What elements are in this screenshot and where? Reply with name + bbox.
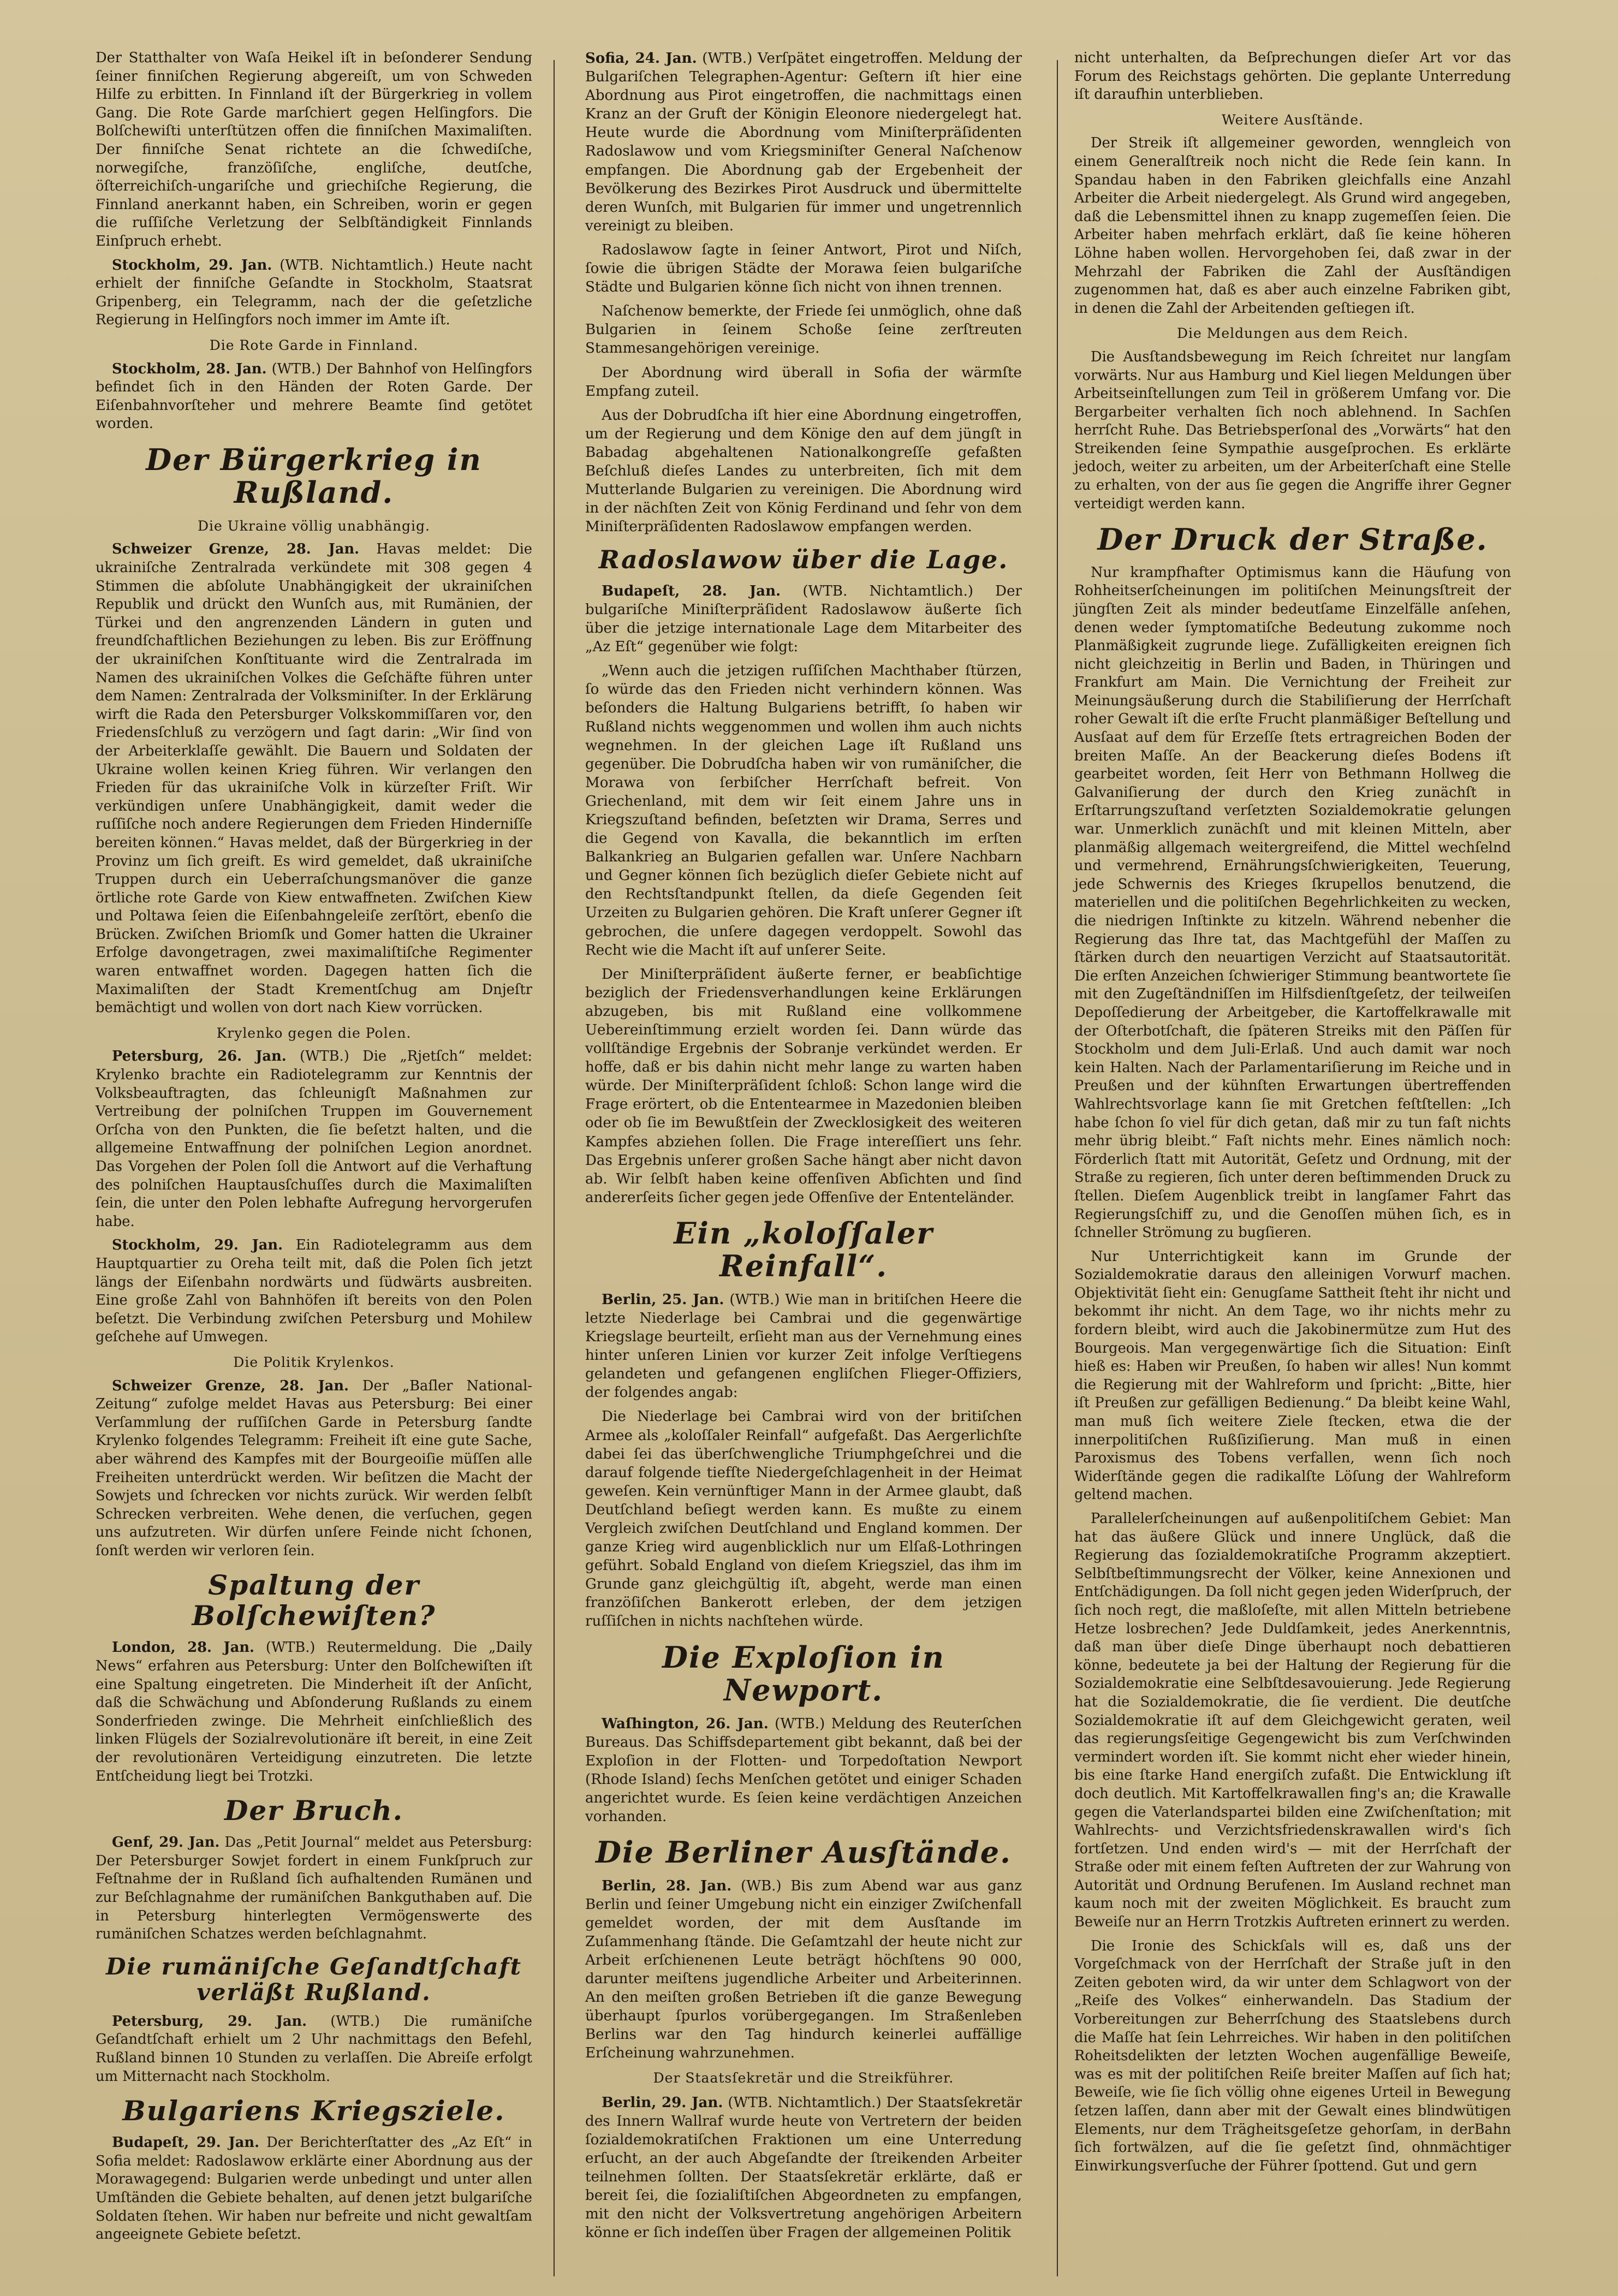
article-paragraph: Der Abordnung wird überall in Sofia der wärmſte Empfang zuteil. <box>585 364 1022 400</box>
dateline: Stockholm, 29. Jan. <box>112 1237 283 1254</box>
headline: Die rumäniſche Geſandtſchaft verläßt Rußland. <box>105 1953 522 2006</box>
article-paragraph: Parallelerſcheinungen auf außenpolitiſchem Gebiet: Man hat das äußere Glück und innere Unglück, daß die Regierung das ſozialdemokratiſche Programm akzeptiert. Selbſtbeſtimmungsrecht der Völker, keine Annexionen und Entſchädigungen. Da ſoll nicht gegen jeden Widerſpruch, der ſich noch regt, die maßloſeſte, mit allen Mitteln betriebene Hetze losbrechen? Jede Duldſamkeit, jedes Anerkenntnis, daß man über dieſe Dinge überhaupt noch debattieren könne, bedeutete ja bei der Haltung der Regierung für die Sozialdemokratie eine Selbſtdesavouierung. Jede Regierung hat die Sozialdemokratie, die ſie verdient. Die deutſche Sozialdemokratie iſt auf dem Gleichgewicht geraten, weil das regierungsſeitige Gegengewicht bis zum Verſchwinden vermindert worden iſt. Sie kommt nicht eher wieder hinein, bis eine ſtarke Hand energiſch zufaßt. Die Entwicklung iſt doch deutlich. Mit Kartoffelkrawallen fing's an; die Krawalle gegen die Vaterlandspartei bilden eine Zwiſchenſtation; mit Wahlrechts- und Verzichtsfriedenskrawallen wird's ſich fortſetzen. Und enden wird's — mit der Herrſchaft der Straße oder mit einem feſten Auftreten der zur Wahrung von Autorität und Ordnung Berufenen. Im Ausland rechnet man kaum noch mit der zweiten Möglichkeit. Es braucht zum Beweiſe nur an Herrn Trotzkis Auftreten erinnert zu werden. <box>1074 1510 1511 1931</box>
article-paragraph: Die Ironie des Schickſals will es, daß uns der Vorgeſchmack von der Herrſchaft der Straße juſt in den Zeiten geboten wird, da wir unter dem Schlagwort von der „Reiſe des Volkes“ einherwandeln. Das Stadium der Vorbereitungen zur Beherrſchung des Staatslebens durch die Maſſe hat ſein Lehrreiches. Wir haben in den politiſchen Roheitsdelikten der letzten Wochen augenfällige Beweiſe, was es mit der politiſchen Reiſe breiter Maſſen auf ſich hat; Beweiſe, wie ſie ſich völlig ohne eigenes Urteil in Bewegung ſetzen laſſen, dann aber mit der Gewalt eines blindwütigen Elements, nur dem Trägheitsgeſetze gehorſam, in derBahn ſich fortwälzen, auf die ſie geſetzt ſind, ohnmächtiger Einwirkungsverſuche der Führer ſpottend. Gut und gern <box>1074 1937 1511 2174</box>
article-paragraph <box>585 1715 1022 1827</box>
headline: Der Druck der Straße. <box>1097 522 1488 557</box>
headline: Die Berliner Ausſtände. <box>596 1835 1012 1870</box>
dateline: Schweizer Grenze, 28. Jan. <box>112 541 360 558</box>
paragraph-text: Der „Baſler National-Zeitung“ zufolge meldet Havas aus Petersburg: Bei einer Verſammlung der ruſſiſchen Garde in Petersburg ſandte Krylenko folgendes Telegramm: Freiheit iſt eine gute Sache, aber während des Kampfes mit der Bourgeoiſie müſſen alle Freiheiten unterdrückt werden. Wir beſitzen die Macht der Sowjets und ſchrecken vor nichts zurück. Wir werden ſelbſt Schrecken verbreiten. Wehe denen, die verſuchen, gegen uns aufzutreten. Wir dürfen unſere Feinde nicht ſchonen, ſonſt werden wir verloren ſein. <box>96 1377 532 1559</box>
paragraph-text: (WTB.) Wie man in britiſchen Heere die letzte Niederlage bei Cambrai und die gegenwärtige Kriegslage beurteilt, erſieht man aus der Vernehmung eines hinter unſeren Linien vor kurzer Zeit infolge Verſtiegens gelandeten und gefangenen engliſchen Flieger-Offiziers, der folgendes angab: <box>585 1291 1022 1401</box>
headline: Der Bruch. <box>224 1794 404 1827</box>
paragraph-text: (WTB.) Die „Rjetſch“ meldet: Krylenko brachte ein Radiotelegramm zur Kenntnis der Volksbeauftragten, das ſchleunigſt Maßnahmen zur Vertreibung der polniſchen Truppen im Gouvernement Orſcha von den Punkten, die ſie beſetzt halten, und die allgemeine Entwaffnung der polniſchen Legion anordnet. Das Vorgehen der Polen ſoll die Antwort auf die Verhaftung des polniſchen Hauptausſchuſſes durch die Maximaliſten ſein, die unter den Polen lebhafte Aufregung hervorgerufen habe. <box>96 1048 532 1230</box>
paragraph-text: (WTB. Nichtamtlich.) Der bulgariſche Miniſterpräſident Radoslawow äußerte ſich über die jetzige internationale Lage dem Mitarbeiter des „Az Eſt“ gegenüber wie folgt: <box>585 582 1022 656</box>
paragraph-text: Havas meldet: Die ukrainiſche Zentralrada verkündete mit 308 gegen 4 Stimmen die abſolute Unabhängigkeit der ukrainiſchen Republik und drückt den Wunſch aus, mit Rumänien, der Türkei und den angrenzenden Ländern in guten und freundſchaftlichen Beziehungen zu leben. Bis zur Eröffnung der ukrainiſchen Konſtituante wird die Zentralrada im Namen des ukrainiſchen Volkes die Geſchäfte führen unter dem Namen: Zentralrada der Volksminiſter. In der Erklärung wirft die Rada den Petersburger Volkskommiſſaren vor, den Friedensſchluß zu verzögern und ſagt darin: „Wir ſind von der Arbeiterklaſſe gewählt. Die Bauern und Soldaten der Ukraine wollen keinen Krieg führen. Wir verlangen den Frieden für das ukrainiſche Volk in kürzeſter Friſt. Wir verkündigen unſere Unabhängigkeit, damit weder die ruſſiſche noch andere Regierungen dem Frieden Hinderniſſe bereiten können.“ Havas meldet, daß der Bürgerkrieg in der Provinz um ſich greift. Es wird gemeldet, daß ukrainiſche Truppen durch ein Ueberraſchungsmanöver die ganze örtliche rote Garde von Kiew entwaffneten. Zwiſchen Kiew und Poltawa ſeien die Eiſenbahngeleiſe zerſtört, ebenſo die Brücken. Zwiſchen Briomſk und Gomer hatten die Ukrainer Erfolge davongetragen, zwei maximaliſtiſche Regimenter waren entwaffnet worden. Dagegen hatten ſich die Maximaliſten der Stadt Krementſchug am Dnjeſtr bemächtigt und wollen von dort nach Kiew vorrücken. <box>96 541 532 1016</box>
article-paragraph <box>96 1639 532 1786</box>
article-paragraph: Die Ausſtandsbewegung im Reich ſchreitet nur langſam vorwärts. Nur aus Hamburg und Kiel liegen Meldungen über Arbeitseinſtellungen zum Teil in größerem Umfang vor. Die Bergarbeiter verhalten ſich noch ablehnend. In Sachſen herrſcht Ruhe. Das Betriebsperſonal des „Vorwärts“ hat den Streikenden ſeine Sympathie ausgeſprochen. Es erklärte jedoch, weiter zu arbeiten, um der Arbeiterſchaft eine Stelle zu erhalten, von der aus ſie gegen die Angriffe ihrer Gegner verteidigt werden kann. <box>1074 348 1511 512</box>
article-paragraph: „Wenn auch die jetzigen ruſſiſchen Machthaber ſtürzen, ſo würde das den Frieden nicht verhindern können. Was beſonders die Haltung Bulgariens betrifft, ſo haben wir Rußland nichts weggenommen und wollen ihm auch nichts wegnehmen. In der gleichen Lage iſt Rußland uns gegenüber. Die Dobrudſcha haben wir von rumäniſcher, die Morawa von ſerbiſcher Herrſchaft befreit. Von Griechenland, mit dem wir ſeit einem Jahre uns in Kriegszuſtand befinden, beſetzten wir Drama, Serres und die Gegend von Kavalla, die bekanntlich im erſten Balkankrieg an Bulgarien gefallen war. Unſere Nachbarn und Gegner können ſich bezüglich dieſer Gebiete nicht auf den Rechtsſtandpunkt ſtellen, da dieſe Gegenden ſeit Urzeiten zu Bulgarien gehören. Die Kraft unſerer Gegner iſt gebrochen, die unſere dagegen verdoppelt. Sowohl das Recht wie die Macht iſt auf unſerer Seite. <box>585 663 1022 959</box>
article-paragraph <box>585 1290 1022 1402</box>
dateline: Schweizer Grenze, 28. Jan. <box>112 1377 349 1394</box>
dateline: Budapeſt, 29. Jan. <box>112 2134 260 2151</box>
dateline: Waſhington, 26. Jan. <box>602 1715 769 1732</box>
article-paragraph: Nur krampfhafter Optimismus kann die Häufung von Rohheitserſcheinungen im politiſchen Meinungsſtreit der jüngſten Zeit als minder bedeutſame Einzelfälle anſehen, denen weder ſymptomatiſche Bedeutung zukomme noch Planmäßigkeit zugrunde liege. Zufälligkeiten ereignen ſich nicht gleichzeitig in Berlin und Baden, in Thüringen und Frankfurt am Main. Die Vernichtung der Freiheit zur Meinungsäußerung durch die Stabiliſierung der Herrſchaft roher Gewalt iſt die erſte Frucht planmäßiger Beſtellung und Ausſaat auf dem für Erzeſſe ſtets ertragreichen Boden der breiten Maſſe. An der Beackerung dieſes Bodens iſt gearbeitet worden, ſeit Herr von Bethmann Hollweg die Galvaniſierung der durch den Krieg zunächſt in Erſtarrungszuſtand verſetzten Sozialdemokratie gelungen war. Unmerklich zunächſt und mit kleinen Mitteln, aber planmäßig allgemach weitergreifend, die Mittel wechſelnd und vermehrend, Ernährungsſchwierigkeiten, Teuerung, jede Schwernis des Krieges ſkrupellos benutzend, die materiellen und die politiſchen Begehrlichkeiten zu wecken, die niedrigen Inſtinkte zu kitzeln. Während nebenher die Regierung das Ihre tat, das Machtgefühl der Maſſen zu ſtärken durch den neuartigen Verzicht auf Staatsautorität. Die erſten Anzeichen ſchwieriger Stimmung beantwortete ſie mit den Zugeſtändniſſen im Hilfsdienſtgeſetz, der teilweiſen Depoſſedierung der Arbeitgeber, die Kartoffelkrawalle mit der Oſterbotſchaft, die ſpäteren Streiks mit den Päſſen für Stockholm und dem Juli-Erlaß. Und auch damit war noch kein Halten. Nach der Parlamentariſierung im Reiche und in Preußen und der kühnſten Erwartungen übertreffenden Wahlrechtsvorlage kann ſie mit Gretchen feſtſtellen: „Ich habe ſchon ſo viel für dich getan, daß mir zu tun faſt nichts mehr übrig bleibt.“ Faſt nichts mehr. Eines nämlich noch: Förderlich ſtatt mit Autorität, Geſetz und Ordnung, mit der Straße zu regieren, ſich unter deren beſtimmenden Druck zu ſtellen. Dieſem Augenblick treibt in langſamer Fahrt das Regierungsſchiff zu, und die Genoſſen mühen ſich, es in ſchneller Strömung zu bugſieren. <box>1074 564 1511 1241</box>
article-paragraph: Naſchenow bemerkte, der Friede ſei unmöglich, ohne daß Bulgarien in ſeinem Schoße ſeine zerſtreuten Stammesangehörigen vereinige. <box>585 303 1022 357</box>
paragraph-text: (WTB. Nichtamtlich.) Der Staatsſekretär des Innern Wallraf wurde heute von Vertretern der beiden ſozialdemokratiſchen Fraktionen um eine Unterredung erſucht, an der auch Abgeſandte der ſtreikenden Arbeiter teilnehmen ſollten. Der Staatsſekretär erklärte, daß er bereit ſei, die ſozialiſtiſchen Abgeordneten zu empfangen, mit den nicht der Volksvertretung angehörigen Arbeitern könne er ſich indeſſen über Fragen der allgemeinen Politik <box>585 2094 1022 2241</box>
article-paragraph <box>585 49 1022 235</box>
article-paragraph: Die Niederlage bei Cambrai wird von der britiſchen Armee als „koloſſaler Reinfall“ aufgefaßt. Das Aergerlichſte dabei ſei das überſchwengliche Triumphgeſchrei und die darauf folgende tiefſte Niedergeſchlagenheit in der Heimat geweſen. Kein vernünftiger Mann in der Armee glaubt, daß Deutſchland beſiegt werden kann. Es mußte zu einem Vergleich zwiſchen Deutſchland und England kommen. Der ganze Krieg wird augenblicklich nur um Elſaß-Lothringen geführt. Sobald England von dieſem Kriegsziel, das ihm im Grunde ganz gleichgültig iſt, abgeht, werde man einen franzöſiſchen Bankerott erleben, der dem jetzigen ruſſiſchen in nichts nachſtehen würde. <box>585 1408 1022 1630</box>
column-middle <box>585 49 1022 2247</box>
article-paragraph <box>585 2093 1022 2243</box>
paragraph-text: Der Berichterſtatter des „Az Eſt“ in Sofia meldet: Radoslawow erklärte einer Abordnung aus der Morawagegend: Bulgarien werde unbedingt und unter allen Umſtänden die Gebiete behalten, auf denen jetzt bulgariſche Soldaten ſtehen. Wir haben nur befreite und nicht gewaltſam angeeignete Gebiete beſetzt. <box>96 2134 532 2243</box>
headline: Spaltung der Bolſchewiſten? <box>192 1569 436 1632</box>
dateline: Sofia, 24. Jan. <box>585 50 697 67</box>
article-paragraph: Nur Unterrichtigkeit kann im Grunde der Sozialdemokratie daraus den alleinigen Vorwurf machen. Objektivität ſieht ein: Genugſame Sattheit ſteht ihr nicht und bekommt ihr nicht. An dem Tage, wo ihr nichts mehr zu fordern bleibt, wird auch die Jakobinermütze zum Hut des Bourgeois. Man vergegenwärtige ſich die Situation: Einſt hieß es: Haben wir Preußen, ſo haben wir alles! Nun kommt die Regierung mit der Wahlreform und ſpricht: „Bitte, hier iſt Preußen zur gefälligen Bedienung.“ Da bleibt keine Wahl, man muß ſich weitere Ziele ſtecken, etwa die der innerpolitiſchen Rußſiziſierung. Man muß in einen Paroxismus des Tobens verfallen, wenn ſich noch Widerſtände gegen die radikalſte Löſung der Wahlreform geltend machen. <box>1074 1248 1511 1503</box>
subheading: Der Staatsſekretär und die Streikführer. <box>653 2070 954 2086</box>
headline: Bulgariens Kriegsziele. <box>122 2095 505 2127</box>
article-paragraph <box>585 1877 1022 2063</box>
article-paragraph <box>96 2013 532 2086</box>
column-left <box>96 49 532 2250</box>
dateline: Budapeſt, 28. Jan. <box>602 582 781 599</box>
subheading: Die Ukraine völlig unabhängig. <box>198 518 430 534</box>
headline: Der Bürgerkrieg in Rußland. <box>146 442 482 510</box>
article-paragraph <box>585 582 1022 656</box>
dateline: Stockholm, 28. Jan. <box>112 360 267 377</box>
subheading: Die Politik Krylenkos. <box>233 1354 395 1370</box>
column-right <box>1074 49 1511 2181</box>
article-paragraph <box>96 360 532 433</box>
dateline: Petersburg, 29. Jan. <box>112 2013 307 2030</box>
paragraph-text: (WB.) Bis zum Abend war aus ganz Berlin und ſeiner Umgebung nicht ein einziger Zwiſchenfall gemeldet worden, der mit dem Ausſtande im Zuſammenhang ſtände. Die Geſamtzahl der heute nicht zur Arbeit erſchienenen Leute beträgt höchſtens 90 000, darunter meiſtens jugendliche Arbeiter und Arbeiterinnen. An den meiſten großen Betrieben iſt die ganze Bewegung überhaupt ſpurlos vorübergegangen. Im Straßenleben Berlins war den Tag hindurch keinerlei auffällige Erſcheinung wahrzunehmen. <box>585 1877 1022 2062</box>
column-rule <box>554 60 555 2276</box>
subheading: Die Rote Garde in Finnland. <box>209 337 419 353</box>
article-paragraph <box>96 1236 532 1347</box>
paragraph-text: (WTB.) Verſpätet eingetroffen. Meldung der Bulgariſchen Telegraphen-Agentur: Geſtern iſt hier eine Abordnung aus Pirot eingetroffen, die nachmittags einen Kranz an der Gruft der Königin Eleonore niedergelegt hat. Heute wurde die Abordnung vom Miniſterpräſidenten Radoslawow und vom Kriegsminiſter General Naſchenow empfangen. Die Abordnung gab der Ergebenheit der Bevölkerung des Bezirkes Pirot Ausdruck und übermittelte deren Wunſch, mit Bulgarien für immer und ungetrennlich vereinigt zu bleiben. <box>585 50 1022 234</box>
article-paragraph: Radoslawow ſagte in ſeiner Antwort, Pirot und Niſch, ſowie die übrigen Städte der Morawa ſeien bulgariſche Städte und Bulgarien könne ſich nicht von ihnen trennen. <box>585 241 1022 296</box>
dateline: Genf, 29. Jan. <box>112 1834 220 1851</box>
article-paragraph: Der Streik iſt allgemeiner geworden, wenngleich von einem Generalſtreik noch nicht die Rede ſein kann. In Spandau haben in den Fabriken gleichfalls eine Anzahl Arbeiter die Arbeit niedergelegt. Als Grund wird angegeben, daß die Lebensmittel ihnen zu knapp zugemeſſen ſeien. Die Arbeiter haben mehrfach erklärt, daß ſie keine höheren Löhne haben wollen. Hervorgehoben ſei, daß zwar in der Mehrzahl der Fabriken die Zahl der Ausſtändigen zugenommen hat, daß es aber auch einzelne Fabriken gibt, in denen die Zahl der Arbeitenden geſtiegen iſt. <box>1074 135 1511 317</box>
article-paragraph <box>96 1377 532 1561</box>
dateline: London, 28. Jan. <box>112 1639 254 1656</box>
headline: Radoslawow über die Lage. <box>598 545 1009 575</box>
paragraph-text: (WTB. Nichtamtlich.) Heute nacht erhielt der finniſche Geſandte in Stockholm, Staatsrat Gripenberg, ein Telegramm, nach der die geſetzliche Regierung in Helſingfors noch immer im Amte iſt. <box>96 257 532 329</box>
dateline: Berlin, 25. Jan. <box>602 1290 724 1308</box>
dateline: Stockholm, 29. Jan. <box>112 257 272 273</box>
article-paragraph <box>96 1834 532 1944</box>
article-paragraph <box>96 2134 532 2244</box>
column-rule <box>1057 60 1058 2276</box>
paragraph-text: Das „Petit Journal“ meldet aus Petersburg: Der Petersburger Sowjet fordert in einem Funkſpruch zur Feſtnahme der in Rußland ſich aufhaltenden Rumänen und zur Beſchlagnahme der rumäniſchen Bankguthaben auf. Die in Petersburg hinterlegten Vermögenswerte des rumäniſchen Schatzes werden beſchlagnahmt. <box>96 1834 532 1943</box>
article-paragraph <box>96 257 532 330</box>
article-paragraph: Der Miniſterpräſident äußerte ferner, er beabſichtige beziglich der Friedensverhandlungen keine Erklärungen abzugeben, bis mit Rußland eine vollkommene Uebereinſtimmung erzielt worden ſei. Dann würde das vollſtändige Ergebnis der Sobranje verkündet werden. Er hoffe, daß er bis dahin nicht mehr lange zu warten haben würde. Der Miniſterpräſident ſchloß: Schon lange wird die Frage erörtert, ob die Ententearmee in Mazedonien bleiben oder ob ſie im Bewußtſein der Zwecklosigkeit des weiteren Kampfes abziehen ſollen. Die Frage intereſſiert uns ſehr. Das Ergebnis unſerer großen Sache hängt aber nicht davon ab. Wir ſelbſt haben keine offenſiven Abſichten und ſind andererſeits ſicher gegen jede Offenſive der Ententeländer. <box>585 966 1022 1206</box>
article-paragraph: nicht unterhalten, da Beſprechungen dieſer Art vor das Forum des Reichstags gehörten. Die geplante Unterredung iſt daraufhin unterblieben. <box>1074 50 1511 103</box>
article-paragraph <box>96 1048 532 1231</box>
dateline: Berlin, 29. Jan. <box>602 2093 723 2111</box>
paragraph-text: (WTB.) Die rumäniſche Geſandtſchaft erhielt um 2 Uhr nachmittags den Befehl, Rußland binnen 10 Stunden zu verlaſſen. Die Abreiſe erfolgt um Mitternacht nach Stockholm. <box>96 2013 532 2085</box>
dateline: Petersburg, 26. Jan. <box>112 1048 287 1065</box>
paragraph-text: (WTB.) Meldung des Reuterſchen Bureaus. Das Schiffsdepartement gibt bekannt, daß bei der Exploſion in der Flotten- und Torpedoſtation Newport (Rhode Island) ſechs Menſchen getötet und einiger Schaden angerichtet wurde. Es ſeien keine verdächtigen Anzeichen vorhanden. <box>585 1715 1022 1825</box>
subheading: Weitere Ausſtände. <box>1221 111 1364 128</box>
headline: Ein „koloſſaler Reinfall“. <box>674 1215 933 1284</box>
paragraph-text: (WTB.) Reutermeldung. Die „Daily News“ erfahren aus Petersburg: Unter den Bolſchewiſten iſt eine Spaltung eingetreten. Die Minderheit iſt der Anſicht, daß die Schwächung und Abſonderung Rußlands zu einem Sonderfrieden zwinge. Die Mehrheit einſchließlich des linken Flügels der Sozialrevolutionäre iſt bereit, in eine Zeit der revolutionären Verteidigung einzutreten. Die letzte Entſcheidung liegt bei Trotzki. <box>96 1639 533 1785</box>
dateline: Berlin, 28. Jan. <box>602 1877 732 1894</box>
paragraph-text: Ein Radiotelegramm aus dem Hauptquartier zu Oreha teilt mit, daß die Polen ſich jetzt längs der Eiſenbahn nordwärts und ſüdwärts ausbreiten. Eine große Zahl von Bahnhöfen iſt bereits von den Polen beſetzt. Die Verbindung zwiſchen Petersburg und Mohilew geſchehe auf Umwegen. <box>96 1237 532 1346</box>
article-paragraph: Aus der Dobrudſcha iſt hier eine Abordnung eingetroffen, um der Regierung und dem Könige den auf dem jüngſt in Babadag abgehaltenen Nationalkongreſſe gefaßten Beſchluß dieſes Landes zu unterbreiten, ſich mit dem Mutterlande Bulgarien zu vereinigen. Die Abordnung wird in der nächſten Zeit von König Ferdinand und ſehr von dem Miniſterpräſidenten Radoslawow empfangen werden. <box>585 407 1022 536</box>
paragraph-text: (WTB.) Der Bahnhof von Helſingfors befindet ſich in den Händen der Roten Garde. Der Eiſenbahnvorſteher und mehrere Beamte ſind getötet worden. <box>96 360 532 432</box>
article-paragraph: Der Statthalter von Waſa Heikel iſt in beſonderer Sendung ſeiner finniſchen Regierung abgereiſt, um von Schweden Hilfe zu erbitten. In Finnland iſt der Bürgerkrieg in vollem Gang. Die Rote Garde marſchiert gegen Helſingfors. Die Bolſchewiſti unterſtützen offen die finniſchen Maximaliſten. Der finniſche Senat richtete an die ſchwediſche, norwegiſche, franzöſiſche, engliſche, deutſche, öſterreichiſch-ungariſche und griechiſche Regierung, die Finnland anerkannt haben, ein Schreiben, worin er gegen die ruſſiſche Verletzung der Selbſtändigkeit Finnlands Einſpruch erhebt. <box>96 50 532 249</box>
headline: Die Exploſion in Newport. <box>662 1639 945 1708</box>
article-paragraph <box>96 540 532 1017</box>
subheading: Krylenko gegen die Polen. <box>216 1025 412 1041</box>
subheading: Die Meldungen aus dem Reich. <box>1176 325 1409 342</box>
